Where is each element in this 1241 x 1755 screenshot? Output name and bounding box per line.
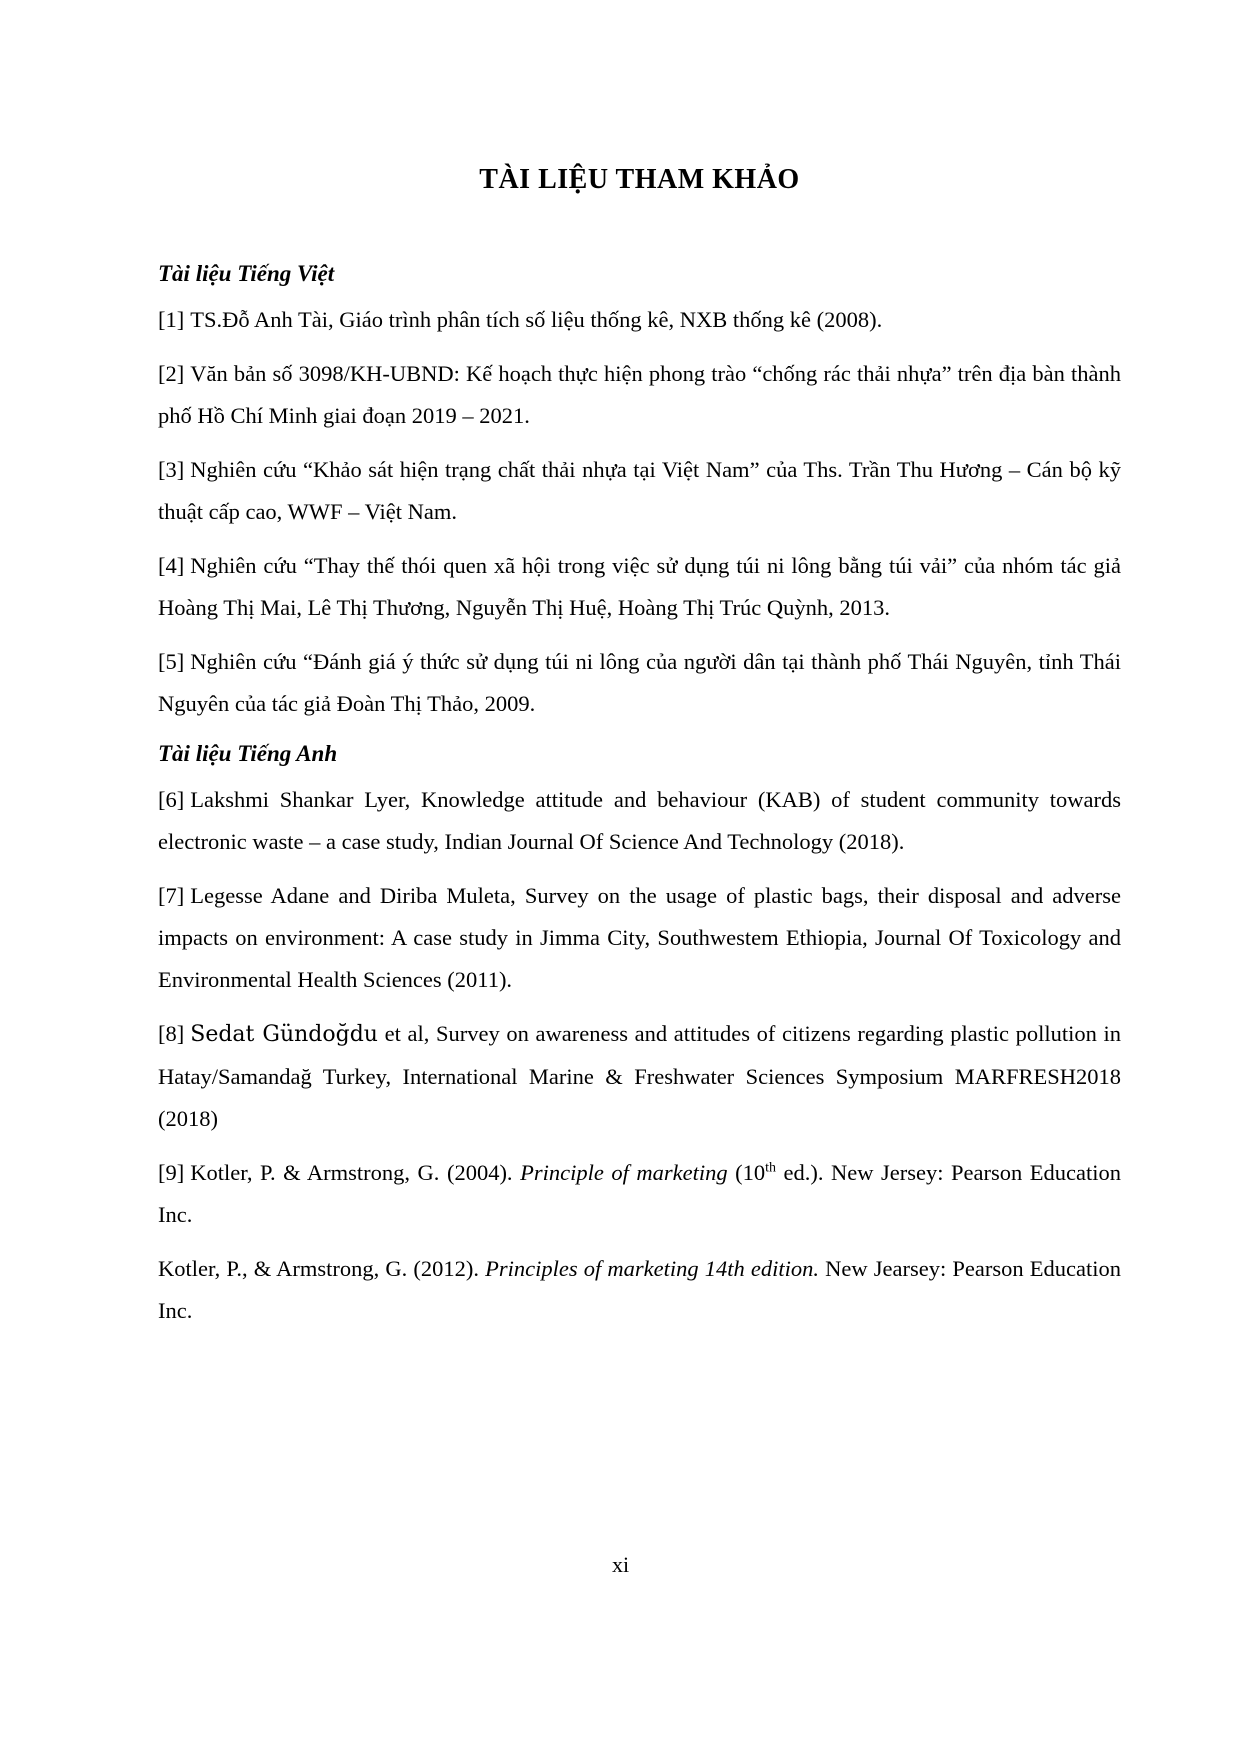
reference-text-segment: Nghiên cứu “Thay thế thói quen xã hội trong việc sử dụng túi ni lông bằng túi vải” của nhóm tác giả Hoàng Thị Mai, Lê Thị Thương, Nguyễn Thị Huệ, Hoàng Thị Trúc Quỳnh, 2013. bbox=[158, 552, 1121, 620]
reference-text-segment: Principle of marketing bbox=[520, 1159, 728, 1185]
reference-marker: [4] bbox=[158, 552, 185, 578]
reference-text-segment: TS.Đỗ Anh Tài, Giáo trình phân tích số liệu thống kê, NXB thống kê (2008). bbox=[190, 306, 883, 332]
section-heading: Tài liệu Tiếng Việt bbox=[158, 260, 335, 286]
reference-entry bbox=[158, 299, 1121, 341]
reference-text-segment: Kotler, P., & Armstrong, G. (2012). bbox=[158, 1255, 486, 1281]
reference-marker: [7] bbox=[158, 882, 185, 908]
reference-entry bbox=[158, 1248, 1121, 1332]
reference-entry bbox=[158, 1152, 1121, 1236]
reference-entry bbox=[158, 1013, 1121, 1140]
section-heading: Tài liệu Tiếng Anh bbox=[158, 740, 338, 766]
reference-marker: [2] bbox=[158, 360, 185, 386]
reference-text-segment: (10 bbox=[727, 1159, 766, 1185]
reference-marker: [8] bbox=[158, 1020, 185, 1046]
references-list bbox=[158, 259, 1121, 1332]
reference-entry bbox=[158, 641, 1121, 725]
reference-text-segment: Nghiên cứu “Đánh giá ý thức sử dụng túi ni lông của người dân tại thành phố Thái Nguyên, tỉnh Thái Nguyên của tác giả Đoàn Thị Thảo, 2009. bbox=[158, 648, 1121, 716]
reference-entry bbox=[158, 779, 1121, 863]
reference-text-segment: ed.). New Jersey: Pearson Education Inc. bbox=[158, 1159, 1121, 1227]
reference-entry bbox=[158, 449, 1121, 533]
reference-entry bbox=[158, 545, 1121, 629]
reference-entry bbox=[158, 353, 1121, 437]
page-title: TÀI LIỆU THAM KHẢO bbox=[479, 164, 800, 195]
reference-section bbox=[158, 259, 1121, 725]
page-number: xi bbox=[611, 1552, 630, 1577]
document-content bbox=[158, 163, 1121, 1344]
reference-marker: [5] bbox=[158, 648, 185, 674]
reference-marker: [6] bbox=[158, 786, 185, 812]
reference-text-segment: Văn bản số 3098/KH-UBND: Kế hoạch thực hiện phong trào “chống rác thải nhựa” trên địa bàn thành phố Hồ Chí Minh giai đoạn 2019 – 2021. bbox=[158, 360, 1121, 428]
reference-text-segment: Nghiên cứu “Khảo sát hiện trạng chất thải nhựa tại Việt Nam” của Ths. Trần Thu Hương – Cán bộ kỹ thuật cấp cao, WWF – Việt Nam. bbox=[158, 456, 1121, 524]
reference-text-segment: New Jearsey: Pearson Education Inc. bbox=[158, 1255, 1121, 1323]
reference-text-segment: th bbox=[765, 1160, 776, 1176]
reference-text-segment: et al, Survey on awareness and attitudes of citizens regarding plastic pollution in Hatay/Samandağ Turkey, International Marine & Freshwater Sciences Symposium MARFRESH2018 (2018) bbox=[158, 1020, 1121, 1131]
reference-entry bbox=[158, 875, 1121, 1001]
reference-text-segment: Sedat Gündoğdu bbox=[190, 1021, 378, 1047]
reference-text-segment: Principles of marketing 14th edition. bbox=[485, 1255, 820, 1281]
reference-text-segment: Legesse Adane and Diriba Muleta, Survey on the usage of plastic bags, their disposal and adverse impacts on environment: A case study in Jimma City, Southwestem Ethiopia, Journal Of Toxicology and Environmental Health Sciences (2011). bbox=[158, 882, 1121, 992]
reference-marker: [1] bbox=[158, 306, 185, 332]
reference-text-segment: Lakshmi Shankar Lyer, Knowledge attitude and behaviour (KAB) of student community towards electronic waste – a case study, Indian Journal Of Science And Technology (2018). bbox=[158, 786, 1121, 854]
reference-marker: [9] bbox=[158, 1159, 185, 1185]
reference-section bbox=[158, 739, 1121, 1332]
reference-text-segment: Kotler, P. & Armstrong, G. (2004). bbox=[190, 1159, 521, 1185]
reference-marker: [3] bbox=[158, 456, 185, 482]
